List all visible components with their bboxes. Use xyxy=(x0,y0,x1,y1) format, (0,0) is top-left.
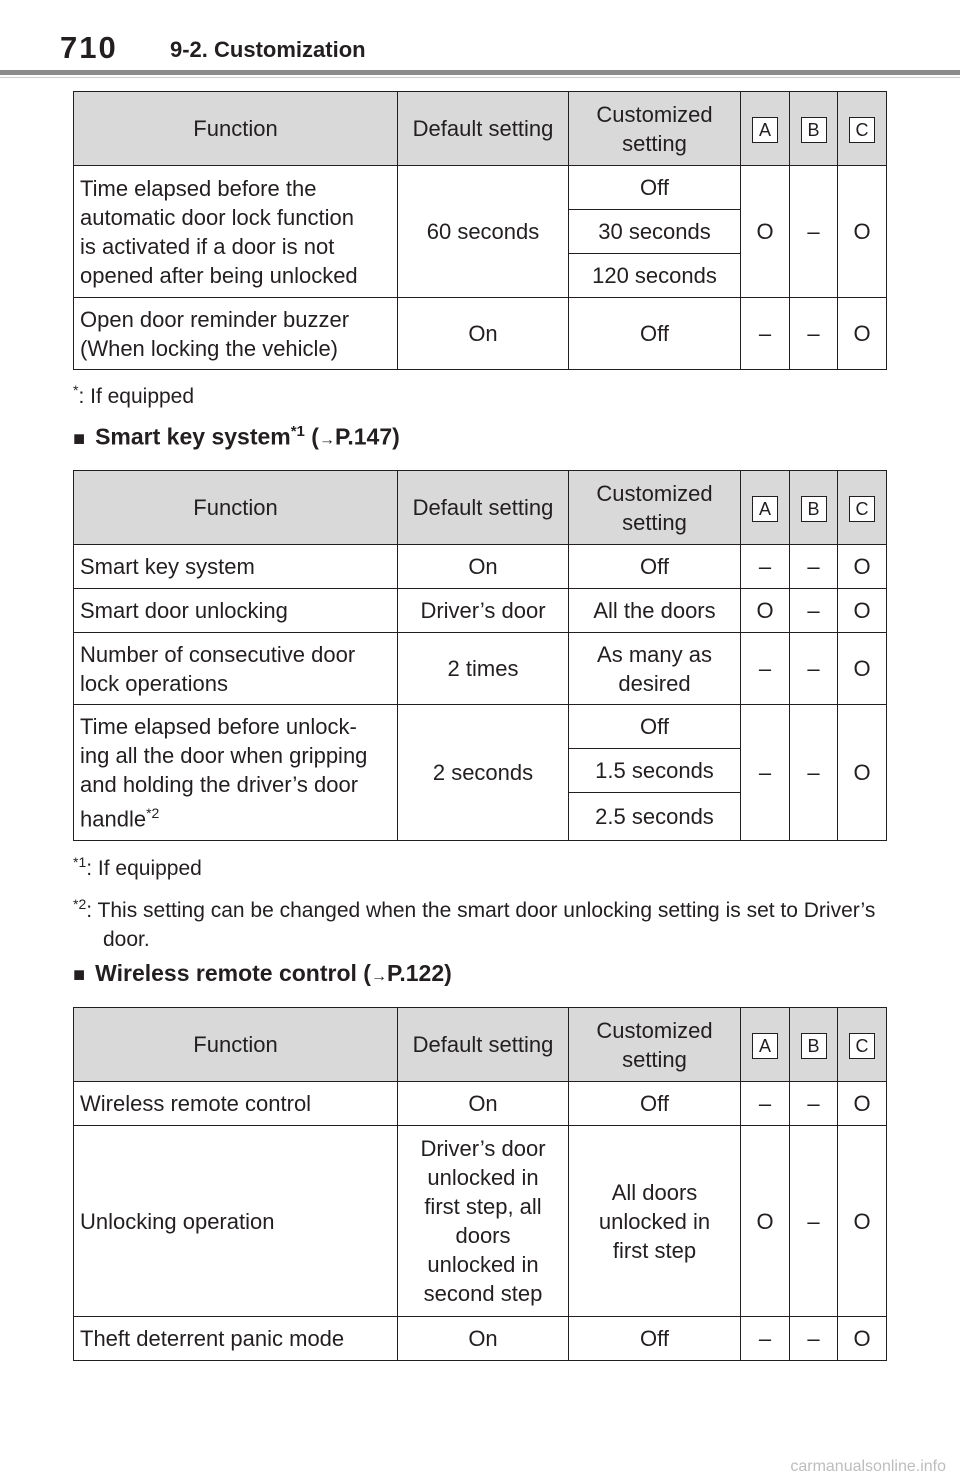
b-cell: – xyxy=(790,1317,838,1361)
c-cell: O xyxy=(838,545,887,589)
b-cell: – xyxy=(790,705,838,841)
function-cell: Time elapsed before unlock- ing all the door when gripping and holding the driver’s door handle$^{*2}$ xyxy=(74,705,398,841)
a-cell: O xyxy=(741,1126,790,1317)
b-cell: – xyxy=(790,633,838,705)
function-cell: Theft deterrent panic mode xyxy=(74,1317,398,1361)
b-cell: – xyxy=(790,298,838,370)
table-row xyxy=(74,1317,887,1361)
column-header-default: Default setting xyxy=(398,471,569,545)
table-header-row xyxy=(74,92,887,166)
c-cell: O xyxy=(838,589,887,633)
custom-cell: 1.5 seconds xyxy=(569,749,741,793)
custom-cell: As many as desired xyxy=(569,633,741,705)
table-row xyxy=(74,589,887,633)
c-cell: O xyxy=(838,633,887,705)
column-header-b xyxy=(790,1008,838,1082)
a-cell: – xyxy=(741,1317,790,1361)
a-cell: – xyxy=(741,705,790,841)
default-cell: 2 seconds xyxy=(398,705,569,841)
column-header-function: Function xyxy=(74,1008,398,1082)
section-heading-wireless-remote: ■ Wireless remote control (→P.122) xyxy=(73,960,452,986)
default-cell: On xyxy=(398,1317,569,1361)
function-cell: Wireless remote control xyxy=(74,1082,398,1126)
c-cell: O xyxy=(838,298,887,370)
custom-cell: Off xyxy=(569,166,741,210)
default-cell: Driver’s door xyxy=(398,589,569,633)
b-cell: – xyxy=(790,1126,838,1317)
a-cell: O xyxy=(741,166,790,298)
function-cell: Number of consecutive door lock operations xyxy=(74,633,398,705)
c-cell: O xyxy=(838,705,887,841)
custom-cell: Off xyxy=(569,1082,741,1126)
table-row xyxy=(74,633,887,705)
a-cell: – xyxy=(741,545,790,589)
column-header-b xyxy=(790,471,838,545)
c-cell: O xyxy=(838,1126,887,1317)
column-header-c xyxy=(838,471,887,545)
column-header-customized: Customized setting xyxy=(569,1008,741,1082)
c-cell: O xyxy=(838,1082,887,1126)
function-cell: Smart door unlocking xyxy=(74,589,398,633)
default-cell: On xyxy=(398,1082,569,1126)
section-title: 9-2. Customization xyxy=(170,37,366,62)
footnote-2: $^{*2}$: This setting can be changed when the smart door unlocking setting is set to Driver’s door. xyxy=(73,896,876,951)
table-header-row xyxy=(74,471,887,545)
footnote-if-equipped: *: If equipped xyxy=(73,382,195,408)
column-header-c xyxy=(838,92,887,166)
a-cell: O xyxy=(741,589,790,633)
wireless-remote-settings-table xyxy=(73,1007,887,1361)
custom-cell: Off xyxy=(569,705,741,749)
default-cell: Driver’s door unlocked in first step, all doors unlocked in second step xyxy=(398,1126,569,1317)
default-cell: On xyxy=(398,298,569,370)
table-row xyxy=(74,166,887,210)
mode-c-box: C xyxy=(849,1033,875,1059)
square-bullet-icon: ■ xyxy=(73,964,86,986)
custom-cell: Off xyxy=(569,1317,741,1361)
table-row xyxy=(74,545,887,589)
column-header-a xyxy=(741,471,790,545)
page-reference-link[interactable]: P.122) xyxy=(386,960,452,986)
default-cell: 60 seconds xyxy=(398,166,569,298)
mode-c-box: C xyxy=(849,117,875,143)
page-number: 710 xyxy=(60,30,118,65)
a-cell: – xyxy=(741,1082,790,1126)
column-header-b xyxy=(790,92,838,166)
b-cell: – xyxy=(790,589,838,633)
table-row xyxy=(74,1126,887,1317)
table-header-row xyxy=(74,1008,887,1082)
custom-cell: Off xyxy=(569,545,741,589)
square-bullet-icon: ■ xyxy=(73,427,86,450)
column-header-customized: Customized setting xyxy=(569,471,741,545)
column-header-c xyxy=(838,1008,887,1082)
arrow-right-icon: → xyxy=(370,968,387,985)
function-cell: Time elapsed before the automatic door lock function is activated if a door is not opened after being unlocked xyxy=(74,166,398,298)
column-header-default: Default setting xyxy=(398,1008,569,1082)
table-row xyxy=(74,705,887,749)
custom-cell: 30 seconds xyxy=(569,210,741,254)
custom-cell: 120 seconds xyxy=(569,254,741,298)
a-cell: – xyxy=(741,633,790,705)
custom-cell: All the doors xyxy=(569,589,741,633)
function-cell: Open door reminder buzzer (When locking the vehicle) xyxy=(74,298,398,370)
mode-a-box: A xyxy=(752,117,778,143)
a-cell: – xyxy=(741,298,790,370)
column-header-default: Default setting xyxy=(398,92,569,166)
custom-cell: Off xyxy=(569,298,741,370)
c-cell: O xyxy=(838,166,887,298)
mode-a-box: A xyxy=(752,1033,778,1059)
column-header-a xyxy=(741,92,790,166)
column-header-function: Function xyxy=(74,92,398,166)
function-cell: Smart key system xyxy=(74,545,398,589)
function-cell: Unlocking operation xyxy=(74,1126,398,1317)
mode-a-box: A xyxy=(752,496,778,522)
mode-c-box: C xyxy=(849,496,875,522)
default-cell: On xyxy=(398,545,569,589)
mode-b-box: B xyxy=(801,496,827,522)
custom-cell: 2.5 seconds xyxy=(569,793,741,841)
custom-cell: All doors unlocked in first step xyxy=(569,1126,741,1317)
header-rule-thin xyxy=(0,77,960,78)
smart-key-settings-table xyxy=(73,470,887,841)
column-header-customized: Customized setting xyxy=(569,92,741,166)
watermark-text: carmanualsonline.info xyxy=(790,1458,946,1475)
c-cell: O xyxy=(838,1317,887,1361)
column-header-a xyxy=(741,1008,790,1082)
default-cell: 2 times xyxy=(398,633,569,705)
mode-b-box: B xyxy=(801,1033,827,1059)
table-row xyxy=(74,1082,887,1126)
arrow-right-icon: → xyxy=(318,431,335,449)
door-lock-settings-table xyxy=(73,91,887,370)
mode-b-box: B xyxy=(801,117,827,143)
header-rule xyxy=(0,70,960,75)
table-row xyxy=(74,298,887,370)
footnote-1: $^{*1}$: If equipped xyxy=(73,854,202,880)
section-heading-smart-key: ■ Smart key system$^{*1}$ (→P.147) xyxy=(73,423,400,450)
column-header-function: Function xyxy=(74,471,398,545)
b-cell: – xyxy=(790,1082,838,1126)
b-cell: – xyxy=(790,166,838,298)
page-reference-link[interactable]: P.147) xyxy=(334,423,400,450)
b-cell: – xyxy=(790,545,838,589)
